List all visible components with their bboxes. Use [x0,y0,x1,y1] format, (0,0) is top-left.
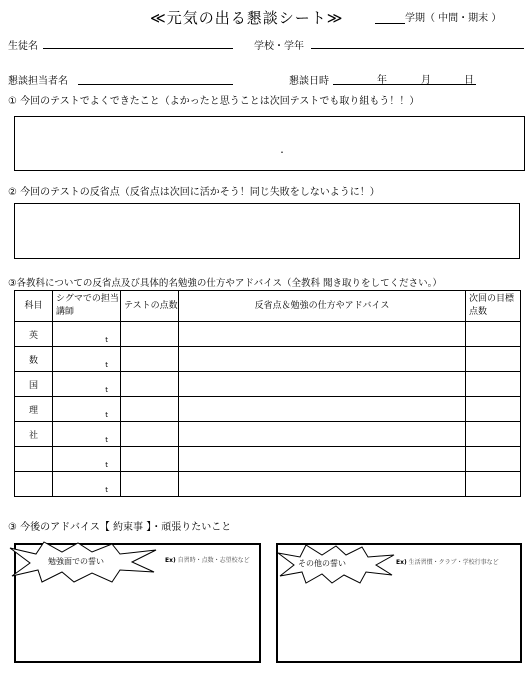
other-pledge-label: その他の誓い [298,559,346,568]
advice-cell[interactable] [179,322,466,347]
score-cell[interactable] [121,347,179,372]
study-pledge-ex-text: 自習時・点数・志望校など [177,557,250,564]
table-row [15,372,521,397]
table-row [15,422,521,447]
page-title: ≪元気の出る懇談シート≫ [150,9,344,27]
header-score: テストの点数 [121,291,179,322]
subject-table [14,290,521,497]
staff-label: 懇談担当者名 [8,76,68,87]
study-pledge-label: 勉強面での誓い [48,557,104,566]
score-cell[interactable] [121,372,179,397]
instructor-cell[interactable] [53,447,121,472]
other-pledge-example [396,557,499,566]
other-pledge-ex-head: Ex) [396,559,407,566]
other-pledge-burst [276,543,396,585]
score-cell[interactable] [121,472,179,497]
section-1-box[interactable] [14,116,525,171]
study-pledge-example [165,555,250,564]
section-1-dot: ・ [278,148,286,157]
target-cell[interactable] [466,422,521,447]
table-row [15,447,521,472]
target-cell[interactable] [466,372,521,397]
target-cell[interactable] [466,447,521,472]
t-mark: t [105,386,108,394]
target-cell[interactable] [466,397,521,422]
section-3-heading: ③各教科についての反省点及び具体的名勉強の仕方やアドバイス（全教科 聞き取りをしてください。） [8,278,442,289]
target-cell[interactable] [466,347,521,372]
subject-cell: 数 [15,347,53,372]
advice-cell[interactable] [179,372,466,397]
subject-cell: 社 [15,422,53,447]
section-2-heading: ② 今回のテストの反省点（反省点は次回に活かそう！同じ失敗をしないように！） [8,187,380,198]
t-mark: t [105,461,108,469]
advice-cell[interactable] [179,447,466,472]
section-4-heading: ③ 今後のアドバイス【 約束事 】・頑張りたいこと [8,522,232,533]
table-row [15,472,521,497]
table-header-row [15,291,521,322]
score-cell[interactable] [121,447,179,472]
study-pledge-ex-head: Ex) [165,557,176,564]
t-mark: t [105,436,108,444]
year-label: 年 [377,75,387,86]
header-instructor: シグマでの担当講師 [53,291,121,322]
instructor-cell[interactable] [53,322,121,347]
study-pledge-burst [8,540,158,584]
score-cell[interactable] [121,422,179,447]
school-grade-field[interactable] [311,48,524,49]
header-subject: 科目 [15,291,53,322]
other-pledge-ex-text: 生活習慣・クラブ・学校行事など [408,559,499,566]
table-row [15,347,521,372]
t-mark: t [105,411,108,419]
term-field [375,9,501,24]
month-label: 月 [421,75,431,86]
term-suffix: 学期（ 中間・期末 ） [405,13,502,24]
school-grade-label: 学校・学年 [254,41,304,52]
advice-cell[interactable] [179,472,466,497]
score-cell[interactable] [121,322,179,347]
header-target: 次回の目標点数 [466,291,521,322]
advice-cell[interactable] [179,347,466,372]
subject-cell: 理 [15,397,53,422]
subject-cell[interactable] [15,447,53,472]
instructor-cell[interactable] [53,347,121,372]
datetime-field[interactable] [333,84,476,85]
t-mark: t [105,486,108,494]
staff-field[interactable] [78,84,233,85]
section-1-heading: ① 今回のテストでよくできたこと（よかったと思うことは次回テストでも取り組もう！！） [8,96,420,107]
target-cell[interactable] [466,472,521,497]
header-advice: 反省点＆勉強の仕方やアドバイス [179,291,466,322]
instructor-cell[interactable] [53,372,121,397]
target-cell[interactable] [466,322,521,347]
student-name-field[interactable] [43,48,233,49]
subject-cell: 英 [15,322,53,347]
t-mark: t [105,336,108,344]
student-name-label: 生徒名 [8,41,38,52]
subject-cell: 国 [15,372,53,397]
instructor-cell[interactable] [53,397,121,422]
term-blank[interactable] [375,12,405,24]
section-2-box[interactable] [14,203,520,259]
instructor-cell[interactable] [53,422,121,447]
advice-cell[interactable] [179,422,466,447]
table-row [15,397,521,422]
table-row [15,322,521,347]
t-mark: t [105,361,108,369]
instructor-cell[interactable] [53,472,121,497]
subject-cell[interactable] [15,472,53,497]
day-label: 日 [464,75,474,86]
score-cell[interactable] [121,397,179,422]
datetime-label: 懇談日時 [289,76,329,87]
advice-cell[interactable] [179,397,466,422]
